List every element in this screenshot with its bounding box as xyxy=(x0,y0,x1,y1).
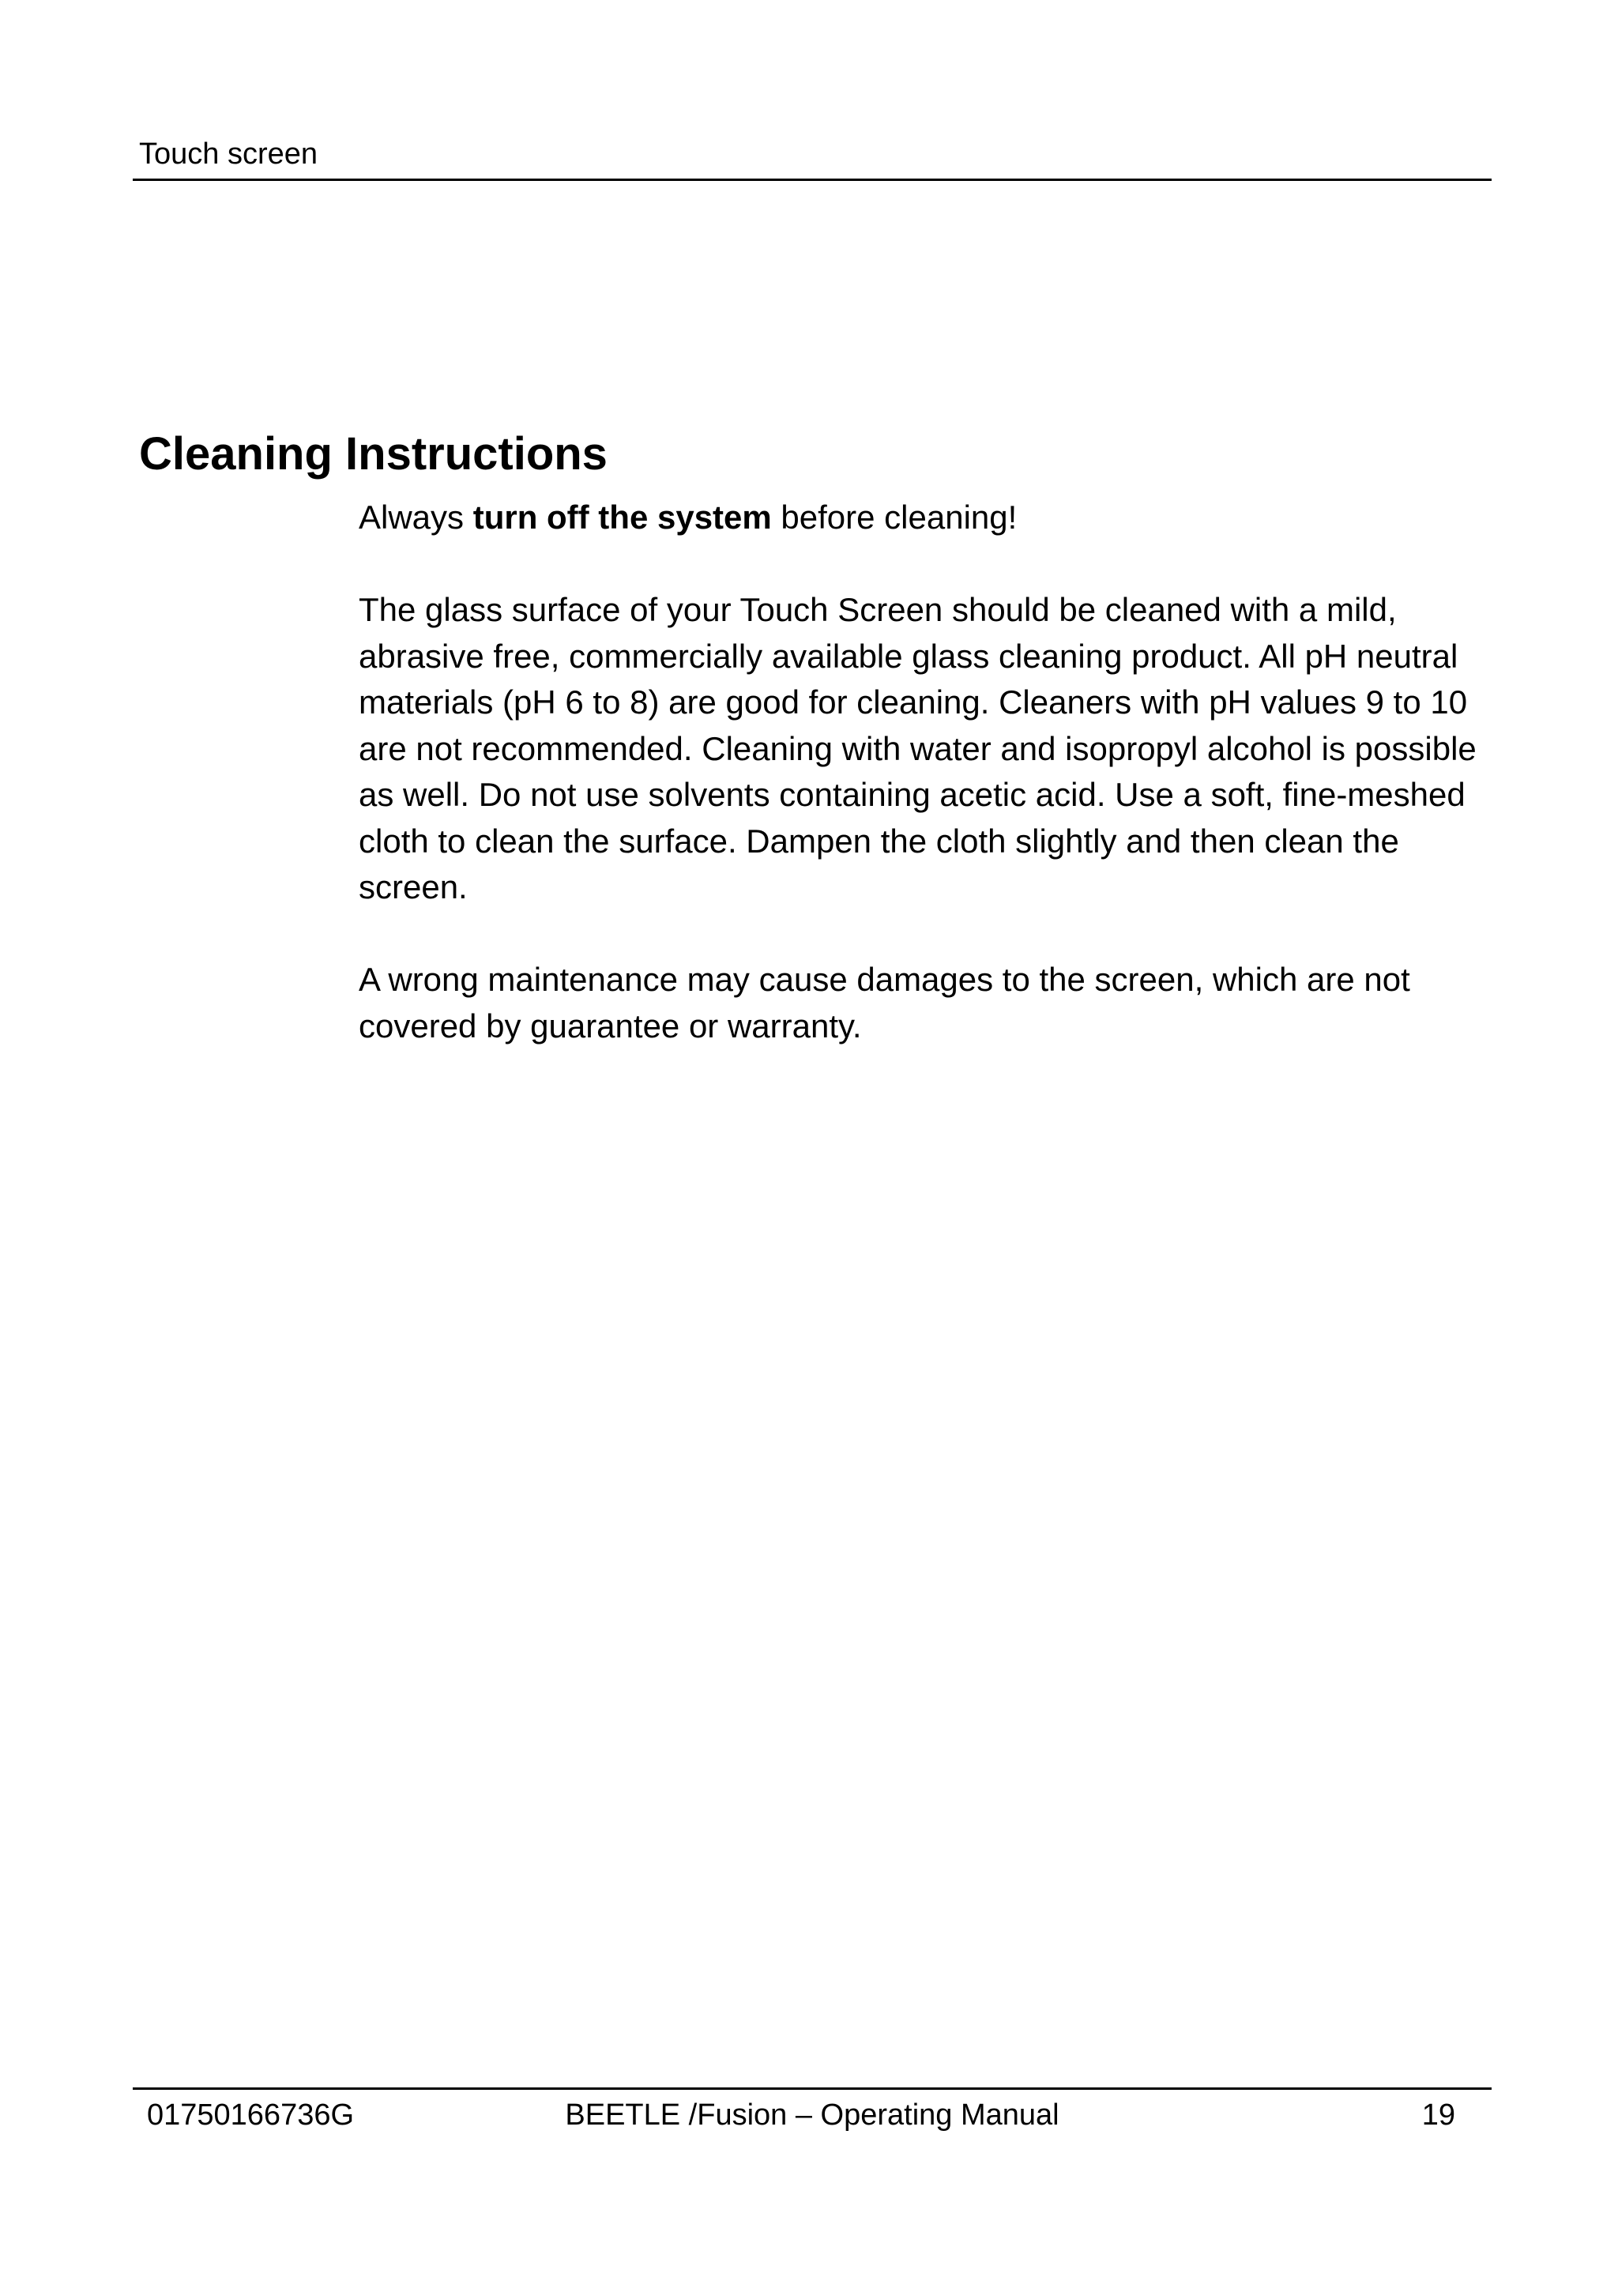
header-divider xyxy=(133,179,1492,181)
warning-paragraph xyxy=(359,495,1481,541)
page-footer xyxy=(133,2095,1492,2138)
cleaning-paragraph: The glass surface of your Touch Screen should be cleaned with a mild, abrasive free, commercially available glass cleaning product. All pH neutral materials (pH 6 to 8) are good for cleaning. Cleaners with pH values 9 to 10 are not recommended. Cleaning with water and isopropyl alcohol is possible as well. Do not use solvents containing acetic acid. Use a soft, fine-meshed cloth to clean the surface. Dampen the cloth slightly and then clean the screen. xyxy=(359,591,1477,905)
running-header: Touch screen xyxy=(139,137,318,171)
section-body xyxy=(359,495,1481,1049)
warning-text-after: before cleaning! xyxy=(771,499,1018,536)
document-number: 01750166736G xyxy=(147,2098,355,2132)
warning-emphasis: turn off the system xyxy=(472,499,772,536)
warranty-paragraph: A wrong maintenance may cause damages to the screen, which are not covered by guarantee or warranty. xyxy=(359,961,1410,1044)
section-title: Cleaning Instructions xyxy=(139,428,608,480)
manual-title: BEETLE /Fusion – Operating Manual xyxy=(565,2098,1059,2132)
footer-divider xyxy=(133,2087,1492,2090)
warning-text-before: Always xyxy=(359,499,473,536)
page-number: 19 xyxy=(1421,2098,1455,2132)
